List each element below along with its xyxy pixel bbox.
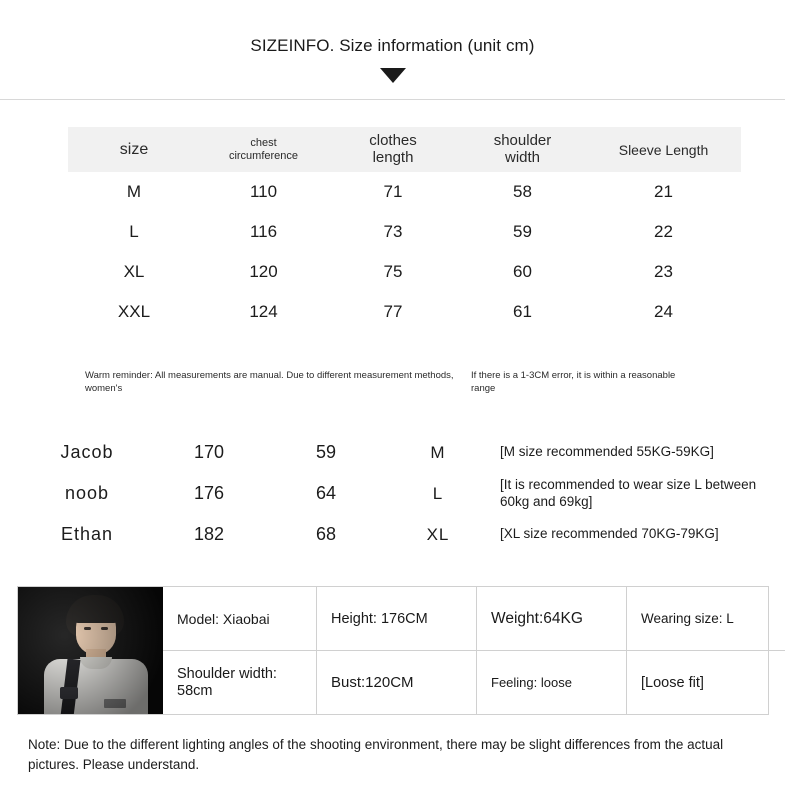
header-sleeve-length: Sleeve Length — [618, 141, 709, 158]
cell-size: L — [129, 222, 139, 241]
table-row — [68, 212, 741, 252]
cell-person-weight: 59 — [315, 442, 337, 462]
cell-size: XL — [123, 262, 145, 281]
header-chest-line1: chest — [250, 136, 277, 149]
model-info-row-1 — [163, 587, 785, 651]
cell-shoulder: 59 — [513, 222, 532, 241]
model-info — [163, 587, 785, 714]
cell-length: 77 — [383, 302, 403, 321]
cell-chest: 120 — [249, 262, 278, 281]
size-table-body — [68, 172, 741, 332]
cell-sleeve: 23 — [654, 262, 673, 281]
cell-size-note: [XL size recommended 70KG-79KG] — [500, 526, 719, 542]
cell-person-size: M — [430, 442, 446, 462]
cell-chest: 116 — [249, 222, 278, 241]
header-divider — [0, 99, 785, 100]
table-row — [26, 432, 766, 473]
header-shoulder-width — [459, 127, 586, 172]
model-wearing-size: Wearing size: L — [641, 611, 734, 626]
warm-reminder-left: Warm reminder: All measurements are manual. Due to different measurement methods, women's — [85, 370, 454, 394]
cell-size-note: [It is recommended to wear size L between 60kg and 69kg] — [500, 476, 757, 509]
model-feeling: Feeling: loose — [477, 651, 627, 714]
table-row — [68, 252, 741, 292]
header-length-line2: length — [372, 148, 414, 166]
cell-length: 73 — [383, 222, 403, 241]
table-row — [26, 473, 766, 514]
cell-person-weight: 68 — [315, 524, 337, 544]
cell-person-height: 182 — [193, 524, 225, 544]
table-row — [26, 514, 766, 555]
header-chest — [200, 127, 327, 172]
cell-person-height: 176 — [193, 483, 225, 503]
cell-person-name: Jacob — [60, 442, 114, 462]
cell-sleeve: 24 — [654, 302, 673, 321]
recommendation-table — [26, 432, 766, 555]
header-chest-line2: circumference — [228, 149, 299, 162]
cell-shoulder: 61 — [513, 302, 532, 321]
cell-person-name: noob — [64, 483, 110, 503]
size-table-head — [68, 127, 741, 172]
model-photo — [18, 587, 163, 714]
cell-person-height: 170 — [193, 442, 225, 462]
cell-shoulder: 60 — [513, 262, 532, 281]
model-height: Height: 176CM — [317, 587, 477, 650]
model-info-row-2 — [163, 651, 785, 714]
cell-shoulder: 58 — [513, 182, 532, 201]
cell-person-weight: 64 — [315, 483, 337, 503]
cell-chest: 124 — [249, 302, 278, 321]
page-title: SIZEINFO. Size information (unit cm) — [250, 36, 535, 55]
table-row — [68, 292, 741, 332]
photo-vignette — [18, 587, 163, 714]
arrow-down-icon — [380, 68, 406, 83]
cell-size: XXL — [117, 302, 151, 321]
warm-reminder-right: If there is a 1-3CM error, it is within a reasonable range — [471, 370, 676, 394]
cell-size: M — [126, 182, 142, 201]
model-bust: Bust:120CM — [317, 651, 477, 714]
cell-sleeve: 22 — [654, 222, 673, 241]
cell-chest: 110 — [249, 182, 278, 201]
size-table-header-row — [68, 127, 741, 172]
cell-person-name: Ethan — [60, 524, 114, 544]
warm-reminder — [85, 370, 705, 396]
recommendation-table-body — [26, 432, 766, 555]
header-shoulder-line2: width — [504, 148, 541, 166]
cell-sleeve: 21 — [654, 182, 673, 201]
model-name: Model: Xiaobai — [163, 587, 317, 650]
cell-size-note: [M size recommended 55KG-59KG] — [500, 444, 714, 460]
cell-person-size: XL — [426, 524, 450, 544]
cell-length: 71 — [383, 182, 403, 201]
header-shoulder-line1: shoulder — [493, 132, 552, 149]
size-table — [68, 127, 741, 332]
header-size: size — [119, 140, 149, 158]
cell-length: 75 — [383, 262, 403, 281]
model-shoulder-width: Shoulder width: 58cm — [163, 651, 317, 714]
table-row — [68, 172, 741, 212]
model-weight: Weight:64KG — [477, 587, 627, 650]
model-detail-block — [17, 586, 769, 715]
footer-note: Note: Due to the different lighting angles of the shooting environment, there may be slight differences from the actual pictures. Please understand. — [28, 737, 724, 773]
header-clothes-length — [327, 127, 459, 172]
header-length-line1: clothes — [369, 132, 417, 149]
model-fit: [Loose fit] — [641, 674, 704, 691]
cell-person-size: L — [432, 483, 444, 503]
